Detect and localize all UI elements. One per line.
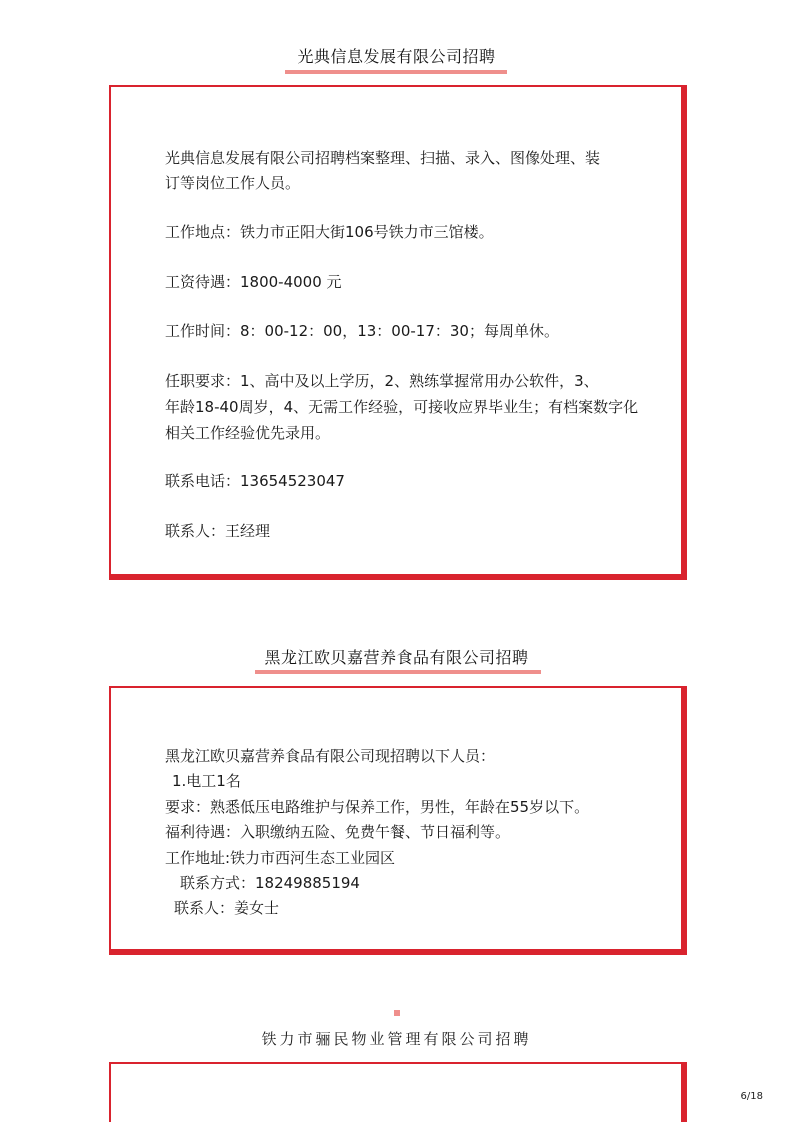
section2-title: 黑龙江欧贝嘉营养食品有限公司招聘 xyxy=(264,648,529,667)
section3-card xyxy=(109,1062,687,1122)
section1-title: 光典信息发展有限公司招聘 xyxy=(297,47,496,66)
section2-position: 1.电工1名 xyxy=(172,772,241,790)
section2-phone: 联系方式：18249885194 xyxy=(180,874,360,892)
section1-requirements-line1: 任职要求：1、高中及以上学历，2、熟练掌握常用办公软件，3、 xyxy=(165,372,599,390)
section1-location: 工作地点：铁力市正阳大街106号铁力市三馆楼。 xyxy=(165,223,494,241)
section3-dot-marker xyxy=(394,1010,400,1016)
section1-contact: 联系人：王经理 xyxy=(165,522,271,540)
section2-contact: 联系人：姜女士 xyxy=(174,899,280,917)
section3-title: 铁力市骊民物业管理有限公司招聘 xyxy=(261,1030,532,1048)
section1-intro-line2: 订等岗位工作人员。 xyxy=(165,174,301,192)
section1-title-underline xyxy=(285,70,507,74)
section2-address: 工作地址:铁力市西河生态工业园区 xyxy=(165,849,396,867)
section2-intro: 黑龙江欧贝嘉营养食品有限公司现招聘以下人员： xyxy=(165,747,496,765)
section1-hours: 工作时间：8：00-12：00，13：00-17：30；每周单休。 xyxy=(165,322,559,340)
section1-phone: 联系电话：13654523047 xyxy=(165,472,345,490)
section1-requirements-line3: 相关工作经验优先录用。 xyxy=(165,424,331,442)
section2-benefits: 福利待遇：入职缴纳五险、免费午餐、节日福利等。 xyxy=(165,823,511,841)
page-number: 6/18 xyxy=(740,1091,763,1102)
section1-intro-line1: 光典信息发展有限公司招聘档案整理、扫描、录入、图像处理、装 xyxy=(165,149,601,167)
section2-requirements: 要求：熟悉低压电路维护与保养工作，男性，年龄在55岁以下。 xyxy=(165,798,590,816)
section1-salary: 工资待遇：1800-4000 元 xyxy=(165,273,342,291)
section1-requirements-line2: 年龄18-40周岁，4、无需工作经验，可接收应界毕业生；有档案数字化 xyxy=(165,398,639,416)
section2-title-underline xyxy=(255,670,541,674)
